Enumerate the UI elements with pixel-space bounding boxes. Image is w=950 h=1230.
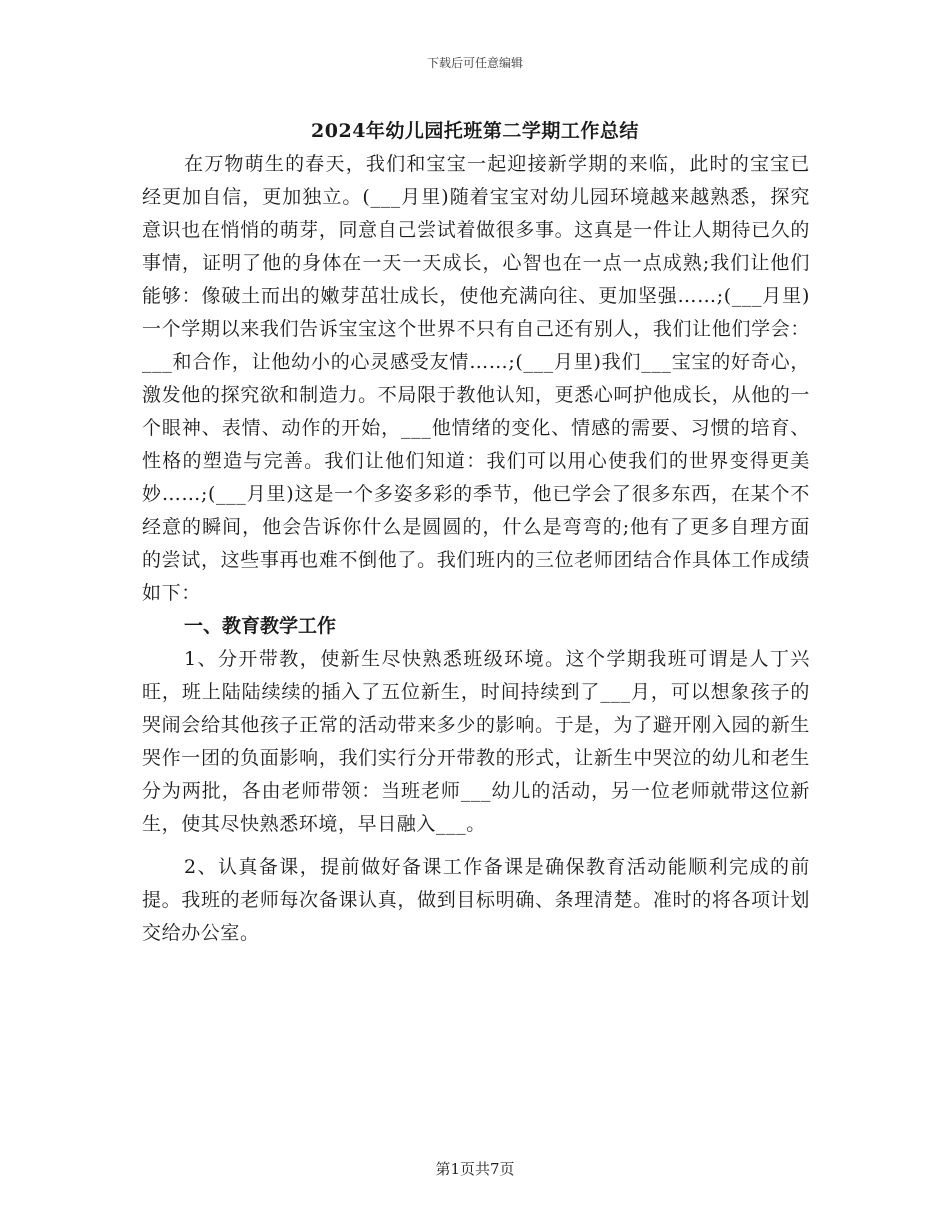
document-title: 2024年幼儿园托班第二学期工作总结: [311, 120, 639, 142]
document-body: [142, 148, 810, 950]
header-note: 下载后可任意编辑: [426, 56, 523, 70]
item-paragraph-2: 2、认真备课，提前做好备课工作备课是确保教育活动能顺利完成的前提。我班的老师每次备课认真，做到目标明确、条理清楚。准时的将各项计划交给办公室。: [142, 856, 810, 944]
intro-paragraph: 在万物萌生的春天，我们和宝宝一起迎接新学期的来临，此时的宝宝已经更加自信，更加独立。(___月里)随着宝宝对幼儿园环境越来越熟悉，探究意识也在悄悄的萌芽，同意自己尝试着做很多事。这真是一件让人期待已久的事情，证明了他的身体在一天一天成长，心智也在一点一点成熟;我们让他们能够：像破土而出的嫩芽茁壮成长，使他充满向往、更加坚强……;(___月里)一个学期以来我们告诉宝宝这个世界不只有自己还有别人，我们让他们学会：___和合作，让他幼小的心灵感受友情……;(___月里)我们___宝宝的好奇心，激发他的探究欲和制造力。不局限于教他认知，更悉心呵护他成长，从他的一个眼神、表情、动作的开始，___他情绪的变化、情感的需要、习惯的培育、性格的塑造与完善。我们让他们知道：我们可以用心使我们的世界变得更美妙……;(___月里)这是一个多姿多彩的季节，他已学会了很多东西，在某个不经意的瞬间，他会告诉你什么是圆圆的，什么是弯弯的;他有了更多自理方面的尝试，这些事再也难不倒他了。我们班内的三位老师团结合作具体工作成绩如下：: [142, 153, 810, 604]
page-number: 第1页共7页: [435, 1160, 515, 1178]
item-paragraph-1: 1、分开带教，使新生尽快熟悉班级环境。这个学期我班可谓是人丁兴旺，班上陆陆续续的插入了五位新生，时间持续到了___月，可以想象孩子的哭闹会给其他孩子正常的活动带来多少的影响。于是，为了避开刚入园的新生哭作一团的负面影响，我们实行分开带教的形式，让新生中哭泣的幼儿和老生分为两批，各由老师带领：当班老师___幼儿的活动，另一位老师就带这位新生，使其尽快熟悉环境，早日融入___。: [142, 648, 810, 835]
section-heading-education: 一、教育教学工作: [184, 615, 337, 637]
paragraph-spacer: [142, 841, 810, 851]
